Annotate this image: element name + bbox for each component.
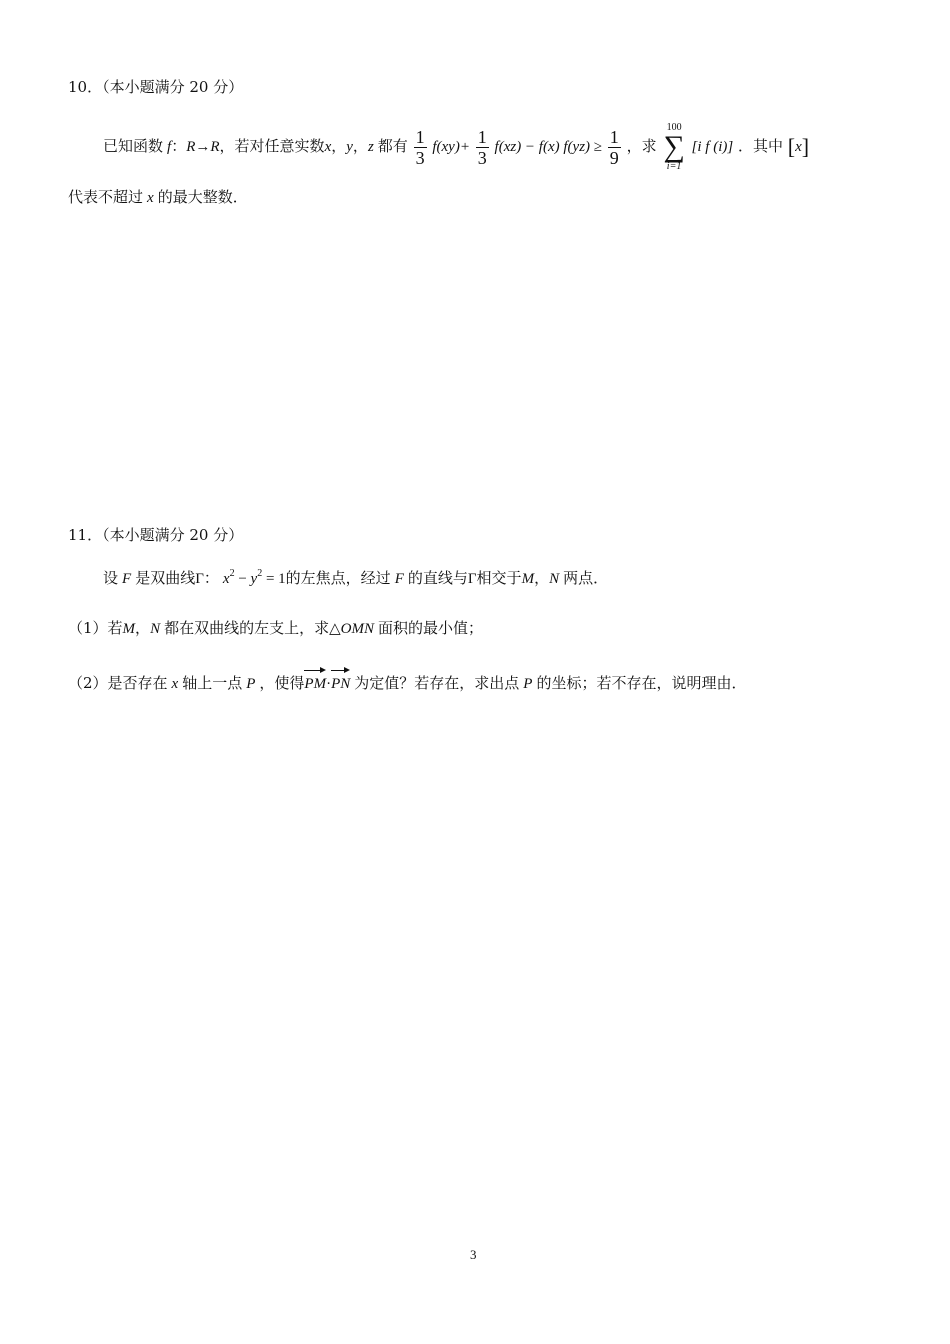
summand: [i f (i)] xyxy=(691,139,734,155)
text: 轴上一点 xyxy=(182,674,243,692)
text: ： xyxy=(171,139,187,155)
problem-11-part-1 xyxy=(68,617,483,640)
text: 的最大整数． xyxy=(157,188,248,206)
text: 的左焦点，经过 xyxy=(285,569,391,587)
text: ， xyxy=(331,137,347,155)
var-x: x xyxy=(171,676,179,692)
problem-11-statement xyxy=(103,567,608,590)
vector-PN: PN xyxy=(331,670,350,695)
var-F: F xyxy=(122,571,132,587)
text: 代表不超过 xyxy=(68,188,144,206)
text: 是双曲线 xyxy=(135,569,196,587)
text: ， xyxy=(534,569,550,587)
text: 两点． xyxy=(563,569,609,587)
problem-10-statement-line2 xyxy=(68,186,248,209)
var-P: P xyxy=(523,676,533,692)
var-F: F xyxy=(394,571,404,587)
text: 设 xyxy=(103,569,119,587)
vector-PM: PM xyxy=(304,670,326,695)
summation xyxy=(663,122,684,172)
var-R: R xyxy=(186,139,196,155)
text: 的坐标；若不存在，说明理由． xyxy=(536,674,747,692)
expression: f(xy)+ xyxy=(432,139,470,155)
denominator: 9 xyxy=(609,147,619,168)
text: ， xyxy=(352,137,368,155)
var-gamma: Γ xyxy=(195,571,204,587)
minus-symbol: − xyxy=(234,571,251,587)
text: 相交于 xyxy=(476,569,522,587)
page-number: 3 xyxy=(470,1247,477,1262)
var-f: f xyxy=(167,139,172,155)
denominator: 3 xyxy=(477,147,487,168)
equation-rest: = 1 xyxy=(262,571,286,587)
numerator: 1 xyxy=(609,126,619,147)
fraction-one-ninth xyxy=(608,127,621,168)
text: ， xyxy=(135,619,151,637)
numerator: 1 xyxy=(415,126,425,147)
var-x: x xyxy=(147,190,154,206)
var-x: x xyxy=(222,571,230,587)
fraction-one-third xyxy=(414,127,427,168)
sum-lower-limit: i=1 xyxy=(666,161,682,172)
var-gamma: Γ xyxy=(467,571,477,587)
sum-upper-limit: 100 xyxy=(666,122,682,133)
text: 都在双曲线的左支上，求△ xyxy=(164,619,341,637)
var-x: x xyxy=(795,139,802,155)
sigma-symbol: ∑ xyxy=(663,130,685,163)
problem-10-header: 10．（本小题满分 20 分） xyxy=(68,78,244,96)
dot-product-symbol: · xyxy=(326,676,332,692)
denominator: 3 xyxy=(415,147,425,168)
var-N: N xyxy=(150,621,161,637)
var-y: y xyxy=(250,571,258,587)
var-OMN: OMN xyxy=(340,621,374,637)
var-x: x xyxy=(324,139,332,155)
expression: f(xz) − f(x) f(yz) ≥ xyxy=(494,139,603,155)
text: ，使得 xyxy=(259,674,305,692)
text: 已知函数 xyxy=(103,137,164,155)
text: ，若对任意实数 xyxy=(219,137,325,155)
text: ： xyxy=(203,569,219,587)
numerator: 1 xyxy=(477,126,487,147)
part-label: （1）若 xyxy=(68,619,123,637)
text: 的直线与 xyxy=(407,569,468,587)
text: ，求 xyxy=(626,137,657,155)
exponent: 2 xyxy=(257,568,263,579)
problem-10-statement-line1 xyxy=(103,122,809,172)
text: ．其中 xyxy=(738,137,784,155)
part-label: （2）是否存在 xyxy=(68,674,168,692)
text: 为定值？若存在，求出点 xyxy=(354,674,520,692)
exponent: 2 xyxy=(229,568,235,579)
text: 面积的最小值； xyxy=(377,619,483,637)
problem-11-part-2 xyxy=(68,670,746,695)
var-N: N xyxy=(549,571,560,587)
var-y: y xyxy=(346,139,353,155)
problem-11-header: 11．（本小题满分 20 分） xyxy=(68,526,244,544)
var-M: M xyxy=(521,571,535,587)
var-M: M xyxy=(122,621,136,637)
fraction-one-third xyxy=(476,127,489,168)
floor-bracket-close: ] xyxy=(801,134,810,159)
arrow-symbol: → xyxy=(195,139,211,155)
var-z: z xyxy=(367,139,374,155)
var-P: P xyxy=(246,676,256,692)
text: 都有 xyxy=(377,137,408,155)
floor-bracket-open: [ xyxy=(787,134,796,159)
var-R: R xyxy=(210,139,220,155)
